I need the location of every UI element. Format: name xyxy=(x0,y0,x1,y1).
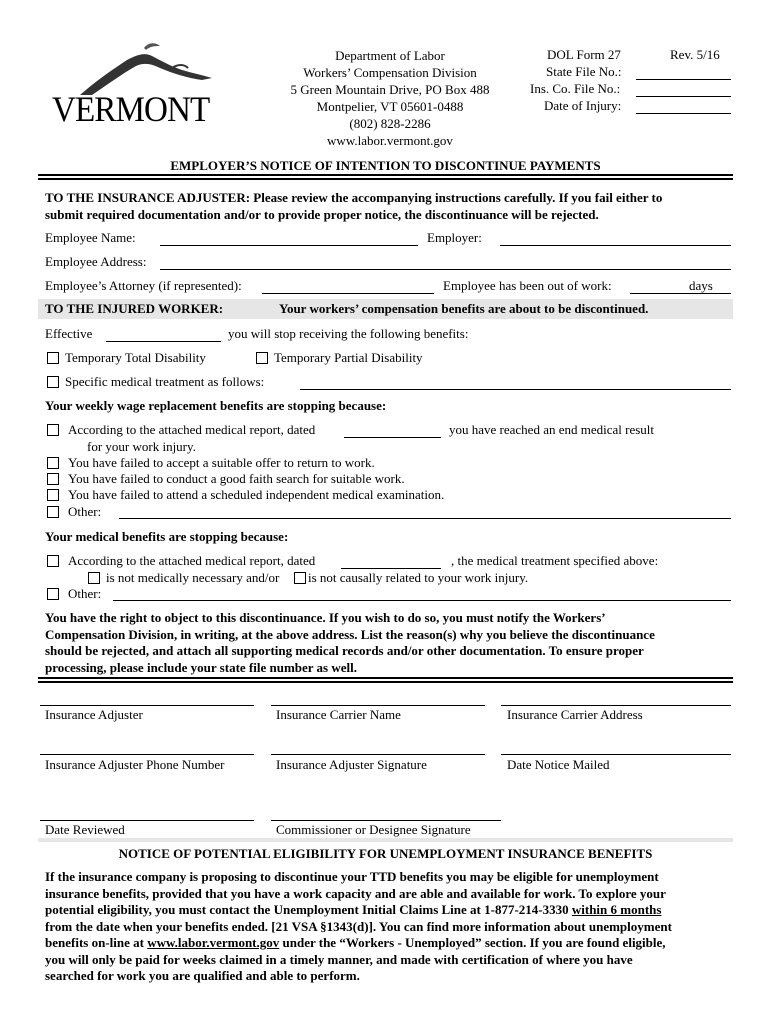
not-necessary-checkbox[interactable] xyxy=(88,572,100,584)
wage-other-field[interactable] xyxy=(119,518,731,519)
out-of-work-label: Employee has been out of work: xyxy=(443,278,612,293)
wage-opt4-text: You have failed to attend a scheduled independent medical examination. xyxy=(68,487,445,502)
wage-opt1-text: According to the attached medical report, dated xyxy=(68,422,316,437)
tpd-checkbox[interactable] xyxy=(256,352,268,364)
discontinue-notice: Your workers’ compensation benefits are about to be discontinued. xyxy=(279,301,649,316)
adjuster-phone-label: Insurance Adjuster Phone Number xyxy=(45,757,225,772)
header-address-block xyxy=(270,47,510,149)
wage-opt1-text-3: for your work injury. xyxy=(87,439,196,454)
insurance-adjuster-field[interactable] xyxy=(40,705,254,706)
carrier-name-label: Insurance Carrier Name xyxy=(276,707,401,722)
adjuster-instructions: TO THE INSURANCE ADJUSTER: Please review the accompanying instructions carefully. If you fail either to submit required documentation and/or to provide proper notice, the discontinuance will be rejected. xyxy=(45,190,663,222)
medical-heading: Your medical benefits are stopping because: xyxy=(45,529,289,544)
tpd-label: Temporary Partial Disability xyxy=(274,350,423,365)
specific-medical-label: Specific medical treatment as follows: xyxy=(65,374,265,389)
commissioner-signature-field[interactable] xyxy=(271,820,501,821)
specific-medical-checkbox[interactable] xyxy=(47,376,59,388)
specific-medical-field[interactable] xyxy=(300,389,731,390)
wage-opt1-text-2: you have reached an end medical result xyxy=(449,422,655,437)
injured-worker-heading: TO THE INJURED WORKER: xyxy=(45,301,224,316)
medical-other-label: Other: xyxy=(68,586,102,601)
date-notice-mailed-field[interactable] xyxy=(501,754,731,755)
unemployment-paragraph: If the insurance company is proposing to discontinue your TTD benefits you may be eligible for unemployment insurance benefits, provided that you have a work capacity and are able and available for work. To explore your potential eligibility, you must contact the Unemployment Initial Claims Line at 1-877-214-3330 within 6 months from the date when your benefits ended. [21 VSA §1343(d)]. You can find more information about unemployment benefits on-line at www.labor.vermont.gov under the “Workers - Unemployed” section. If you are found eligible, you will only be paid for weeks claimed in a timely manner, and made with certification of where you have searched for work you are qualified and able to perform. xyxy=(45,869,672,983)
employee-address-label: Employee Address: xyxy=(45,254,147,269)
unemployment-website-link[interactable]: www.labor.vermont.gov xyxy=(147,935,280,950)
department-name: Department of Labor xyxy=(335,48,445,63)
date-mailed-label: Date Notice Mailed xyxy=(507,757,610,772)
website: www.labor.vermont.gov xyxy=(327,133,453,148)
medical-other-checkbox[interactable] xyxy=(47,588,59,600)
wage-opt3-text: You have failed to conduct a good faith search for suitable work. xyxy=(68,471,405,486)
unemployment-title: NOTICE OF POTENTIAL ELIGIBILITY FOR UNEMPLOYMENT INSURANCE BENEFITS xyxy=(118,846,653,861)
wage-opt2-text: You have failed to accept a suitable offer to return to work. xyxy=(68,455,375,470)
carrier-address-label: Insurance Carrier Address xyxy=(507,707,643,722)
medical-other-field[interactable] xyxy=(113,600,731,601)
employee-address-field[interactable] xyxy=(160,269,731,270)
stop-receiving-text: you will stop receiving the following benefits: xyxy=(228,326,469,341)
adjuster-signature-label: Insurance Adjuster Signature xyxy=(276,757,427,772)
city-address: Montpelier, VT 05601-0488 xyxy=(316,99,464,114)
rights-paragraph: You have the right to object to this discontinuance. If you wish to do so, you must notify the Workers’ Compensation Division, in writing, at the above address. List the reason(s) why you believe the discontinuance should be rejected, and attach all supporting medical records and/or other documentation. To ensure proper processing, please include your state file number as well. xyxy=(45,610,655,675)
wage-opt1-checkbox[interactable] xyxy=(47,424,59,436)
ins-co-file-label: Ins. Co. File No.: xyxy=(530,81,621,96)
employer-field[interactable] xyxy=(500,245,731,246)
not-related-checkbox[interactable] xyxy=(294,572,306,584)
not-related-text: is not causally related to your work injury. xyxy=(308,570,529,585)
employee-name-field[interactable] xyxy=(160,245,418,246)
wage-opt4-checkbox[interactable] xyxy=(47,489,59,501)
commissioner-label: Commissioner or Designee Signature xyxy=(276,822,471,837)
ins-co-file-field[interactable] xyxy=(636,96,731,97)
medical-opt1-text: According to the attached medical report, dated xyxy=(68,553,316,568)
adjuster-signature-field[interactable] xyxy=(271,754,485,755)
wage-heading: Your weekly wage replacement benefits are stopping because: xyxy=(45,398,387,413)
wage-other-label: Other: xyxy=(68,504,102,519)
effective-label: Effective xyxy=(45,326,93,341)
logo-text: VERMONT xyxy=(52,89,210,129)
form-title: EMPLOYER’S NOTICE OF INTENTION TO DISCONTINUE PAYMENTS xyxy=(170,158,601,173)
title-rule xyxy=(38,174,733,180)
out-of-work-field[interactable] xyxy=(630,293,731,294)
medical-opt1-text-2: , the medical treatment specified above: xyxy=(451,553,659,568)
wage-opt1-date-field[interactable] xyxy=(344,437,441,438)
employee-name-label: Employee Name: xyxy=(45,230,136,245)
wage-other-checkbox[interactable] xyxy=(47,506,59,518)
revision: Rev. 5/16 xyxy=(670,47,720,62)
ttd-label: Temporary Total Disability xyxy=(65,350,206,365)
insurance-carrier-address-field[interactable] xyxy=(501,705,731,706)
wage-opt2-checkbox[interactable] xyxy=(47,457,59,469)
effective-date-field[interactable] xyxy=(106,341,221,342)
date-reviewed-label: Date Reviewed xyxy=(45,822,125,837)
state-file-field[interactable] xyxy=(636,79,731,80)
date-of-injury-field[interactable] xyxy=(636,113,731,114)
days-label: days xyxy=(689,278,713,293)
insurance-adjuster-label: Insurance Adjuster xyxy=(45,707,143,722)
medical-opt1-date-field[interactable] xyxy=(341,568,441,569)
phone-number: (802) 828-2286 xyxy=(349,116,431,131)
attorney-field[interactable] xyxy=(262,293,434,294)
state-file-label: State File No.: xyxy=(546,64,622,79)
wage-opt3-checkbox[interactable] xyxy=(47,473,59,485)
date-reviewed-field[interactable] xyxy=(40,820,254,821)
form-id: DOL Form 27 xyxy=(547,47,621,62)
unemployment-band xyxy=(38,838,733,842)
rights-rule xyxy=(38,677,733,683)
street-address: 5 Green Mountain Drive, PO Box 488 xyxy=(290,82,490,97)
adjuster-phone-field[interactable] xyxy=(40,754,254,755)
attorney-label: Employee’s Attorney (if represented): xyxy=(45,278,242,293)
not-necessary-text: is not medically necessary and/or xyxy=(106,570,280,585)
insurance-carrier-name-field[interactable] xyxy=(271,705,485,706)
vermont-logo xyxy=(52,40,222,130)
medical-opt1-checkbox[interactable] xyxy=(47,555,59,567)
division-name: Workers’ Compensation Division xyxy=(303,65,477,80)
date-of-injury-label: Date of Injury: xyxy=(544,98,622,113)
employer-label: Employer: xyxy=(427,230,482,245)
ttd-checkbox[interactable] xyxy=(47,352,59,364)
